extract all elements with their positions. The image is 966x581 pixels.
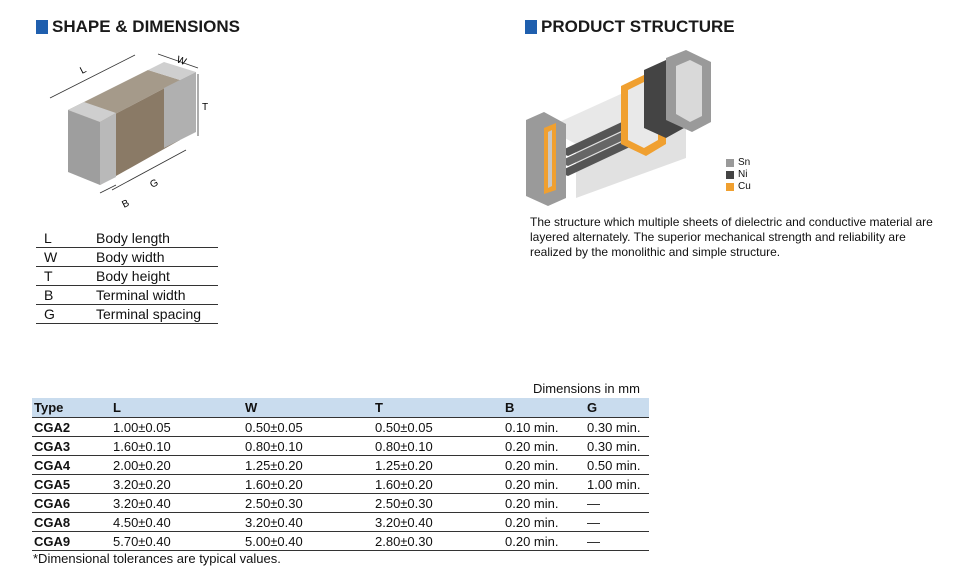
dimensions-unit-note: Dimensions in mm bbox=[533, 381, 640, 396]
section-marker-icon bbox=[525, 20, 537, 34]
legend-item-ni bbox=[726, 169, 751, 181]
table-cell: CGA8 bbox=[32, 513, 111, 532]
structure-description: The structure which multiple sheets of dielectric and conductive material are layered alternately. The superior mechanical strength and reliability are realized by the monolithic and simple structure. bbox=[530, 215, 933, 259]
table-cell: 3.20±0.40 bbox=[111, 494, 243, 513]
abbreviation-row bbox=[36, 286, 218, 305]
abbr-key: T bbox=[36, 267, 86, 286]
table-cell: 0.20 min. bbox=[503, 456, 585, 475]
g-label: G bbox=[148, 177, 161, 191]
table-row bbox=[32, 437, 649, 456]
table-cell: CGA3 bbox=[32, 437, 111, 456]
table-cell: 2.00±0.20 bbox=[111, 456, 243, 475]
abbreviation-row bbox=[36, 248, 218, 267]
table-cell: 0.80±0.10 bbox=[373, 437, 503, 456]
dimensions-table bbox=[32, 398, 649, 551]
table-row bbox=[32, 475, 649, 494]
table-cell: 0.30 min. bbox=[585, 418, 649, 437]
table-row bbox=[32, 418, 649, 437]
shape-dimensions-title bbox=[36, 17, 240, 37]
product-structure-title bbox=[525, 17, 735, 37]
table-row bbox=[32, 513, 649, 532]
header-t: T bbox=[373, 398, 503, 418]
abbr-key: B bbox=[36, 286, 86, 305]
table-cell: 5.00±0.40 bbox=[243, 532, 373, 551]
header-type: Type bbox=[32, 398, 111, 418]
header-g: G bbox=[585, 398, 649, 418]
table-cell: — bbox=[585, 532, 649, 551]
table-row bbox=[32, 532, 649, 551]
table-cell: 3.20±0.40 bbox=[243, 513, 373, 532]
header-b: B bbox=[503, 398, 585, 418]
table-cell: 0.20 min. bbox=[503, 532, 585, 551]
abbreviation-row bbox=[36, 267, 218, 286]
left-terminal-side bbox=[68, 110, 100, 185]
table-cell: — bbox=[585, 513, 649, 532]
t-label: T bbox=[202, 102, 209, 113]
abbr-value: Body width bbox=[86, 248, 218, 267]
chip-dimension-illustration bbox=[40, 50, 215, 215]
product-structure-illustration bbox=[526, 48, 721, 208]
table-cell: 0.20 min. bbox=[503, 475, 585, 494]
right-sn-inner bbox=[676, 60, 702, 122]
abbr-key: W bbox=[36, 248, 86, 267]
table-cell: 1.00 min. bbox=[585, 475, 649, 494]
table-cell: 1.60±0.10 bbox=[111, 437, 243, 456]
tolerance-footnote: *Dimensional tolerances are typical values. bbox=[33, 551, 281, 566]
dimensions-header-row bbox=[32, 398, 649, 418]
table-cell: 2.80±0.30 bbox=[373, 532, 503, 551]
table-cell: 1.25±0.20 bbox=[373, 456, 503, 475]
table-cell: 0.20 min. bbox=[503, 513, 585, 532]
legend-label: Sn bbox=[738, 157, 751, 168]
section-marker-icon bbox=[36, 20, 48, 34]
b-label: B bbox=[120, 197, 132, 211]
table-cell: 3.20±0.20 bbox=[111, 475, 243, 494]
table-cell: 0.50 min. bbox=[585, 456, 649, 475]
table-cell: CGA5 bbox=[32, 475, 111, 494]
table-cell: — bbox=[585, 494, 649, 513]
abbreviation-row bbox=[36, 229, 218, 248]
header-w: W bbox=[243, 398, 373, 418]
table-cell: 1.00±0.05 bbox=[111, 418, 243, 437]
abbr-value: Body length bbox=[86, 229, 218, 248]
table-cell: 0.20 min. bbox=[503, 437, 585, 456]
table-cell: 1.25±0.20 bbox=[243, 456, 373, 475]
abbr-key: G bbox=[36, 305, 86, 324]
abbr-value: Terminal spacing bbox=[86, 305, 218, 324]
legend-label: Ni bbox=[738, 169, 748, 180]
table-cell: 0.30 min. bbox=[585, 437, 649, 456]
table-cell: 5.70±0.40 bbox=[111, 532, 243, 551]
product-structure-title-text: PRODUCT STRUCTURE bbox=[541, 17, 735, 36]
table-cell: 3.20±0.40 bbox=[373, 513, 503, 532]
abbreviation-table bbox=[36, 229, 218, 324]
table-cell: 0.50±0.05 bbox=[373, 418, 503, 437]
header-l: L bbox=[111, 398, 243, 418]
left-ni-gap bbox=[548, 130, 552, 188]
table-row bbox=[32, 494, 649, 513]
shape-dimensions-title-text: SHAPE & DIMENSIONS bbox=[52, 17, 240, 36]
material-legend bbox=[726, 157, 751, 193]
legend-item-sn bbox=[726, 157, 751, 169]
abbr-value: Terminal width bbox=[86, 286, 218, 305]
table-cell: CGA6 bbox=[32, 494, 111, 513]
table-cell: 2.50±0.30 bbox=[243, 494, 373, 513]
table-cell: CGA4 bbox=[32, 456, 111, 475]
table-cell: CGA2 bbox=[32, 418, 111, 437]
table-cell: 2.50±0.30 bbox=[373, 494, 503, 513]
legend-item-cu bbox=[726, 181, 751, 193]
abbr-key: L bbox=[36, 229, 86, 248]
table-cell: 0.10 min. bbox=[503, 418, 585, 437]
table-cell: 1.60±0.20 bbox=[243, 475, 373, 494]
abbr-value: Body height bbox=[86, 267, 218, 286]
l-label: L bbox=[78, 64, 89, 77]
legend-swatch bbox=[726, 159, 734, 167]
w-label: W bbox=[174, 54, 188, 69]
table-row bbox=[32, 456, 649, 475]
table-cell: 0.80±0.10 bbox=[243, 437, 373, 456]
legend-swatch bbox=[726, 183, 734, 191]
legend-label: Cu bbox=[738, 181, 751, 192]
left-terminal-front bbox=[100, 113, 116, 185]
table-cell: 1.60±0.20 bbox=[373, 475, 503, 494]
table-cell: 4.50±0.40 bbox=[111, 513, 243, 532]
table-cell: 0.20 min. bbox=[503, 494, 585, 513]
abbreviation-row bbox=[36, 305, 218, 324]
legend-swatch bbox=[726, 171, 734, 179]
table-cell: CGA9 bbox=[32, 532, 111, 551]
table-cell: 0.50±0.05 bbox=[243, 418, 373, 437]
